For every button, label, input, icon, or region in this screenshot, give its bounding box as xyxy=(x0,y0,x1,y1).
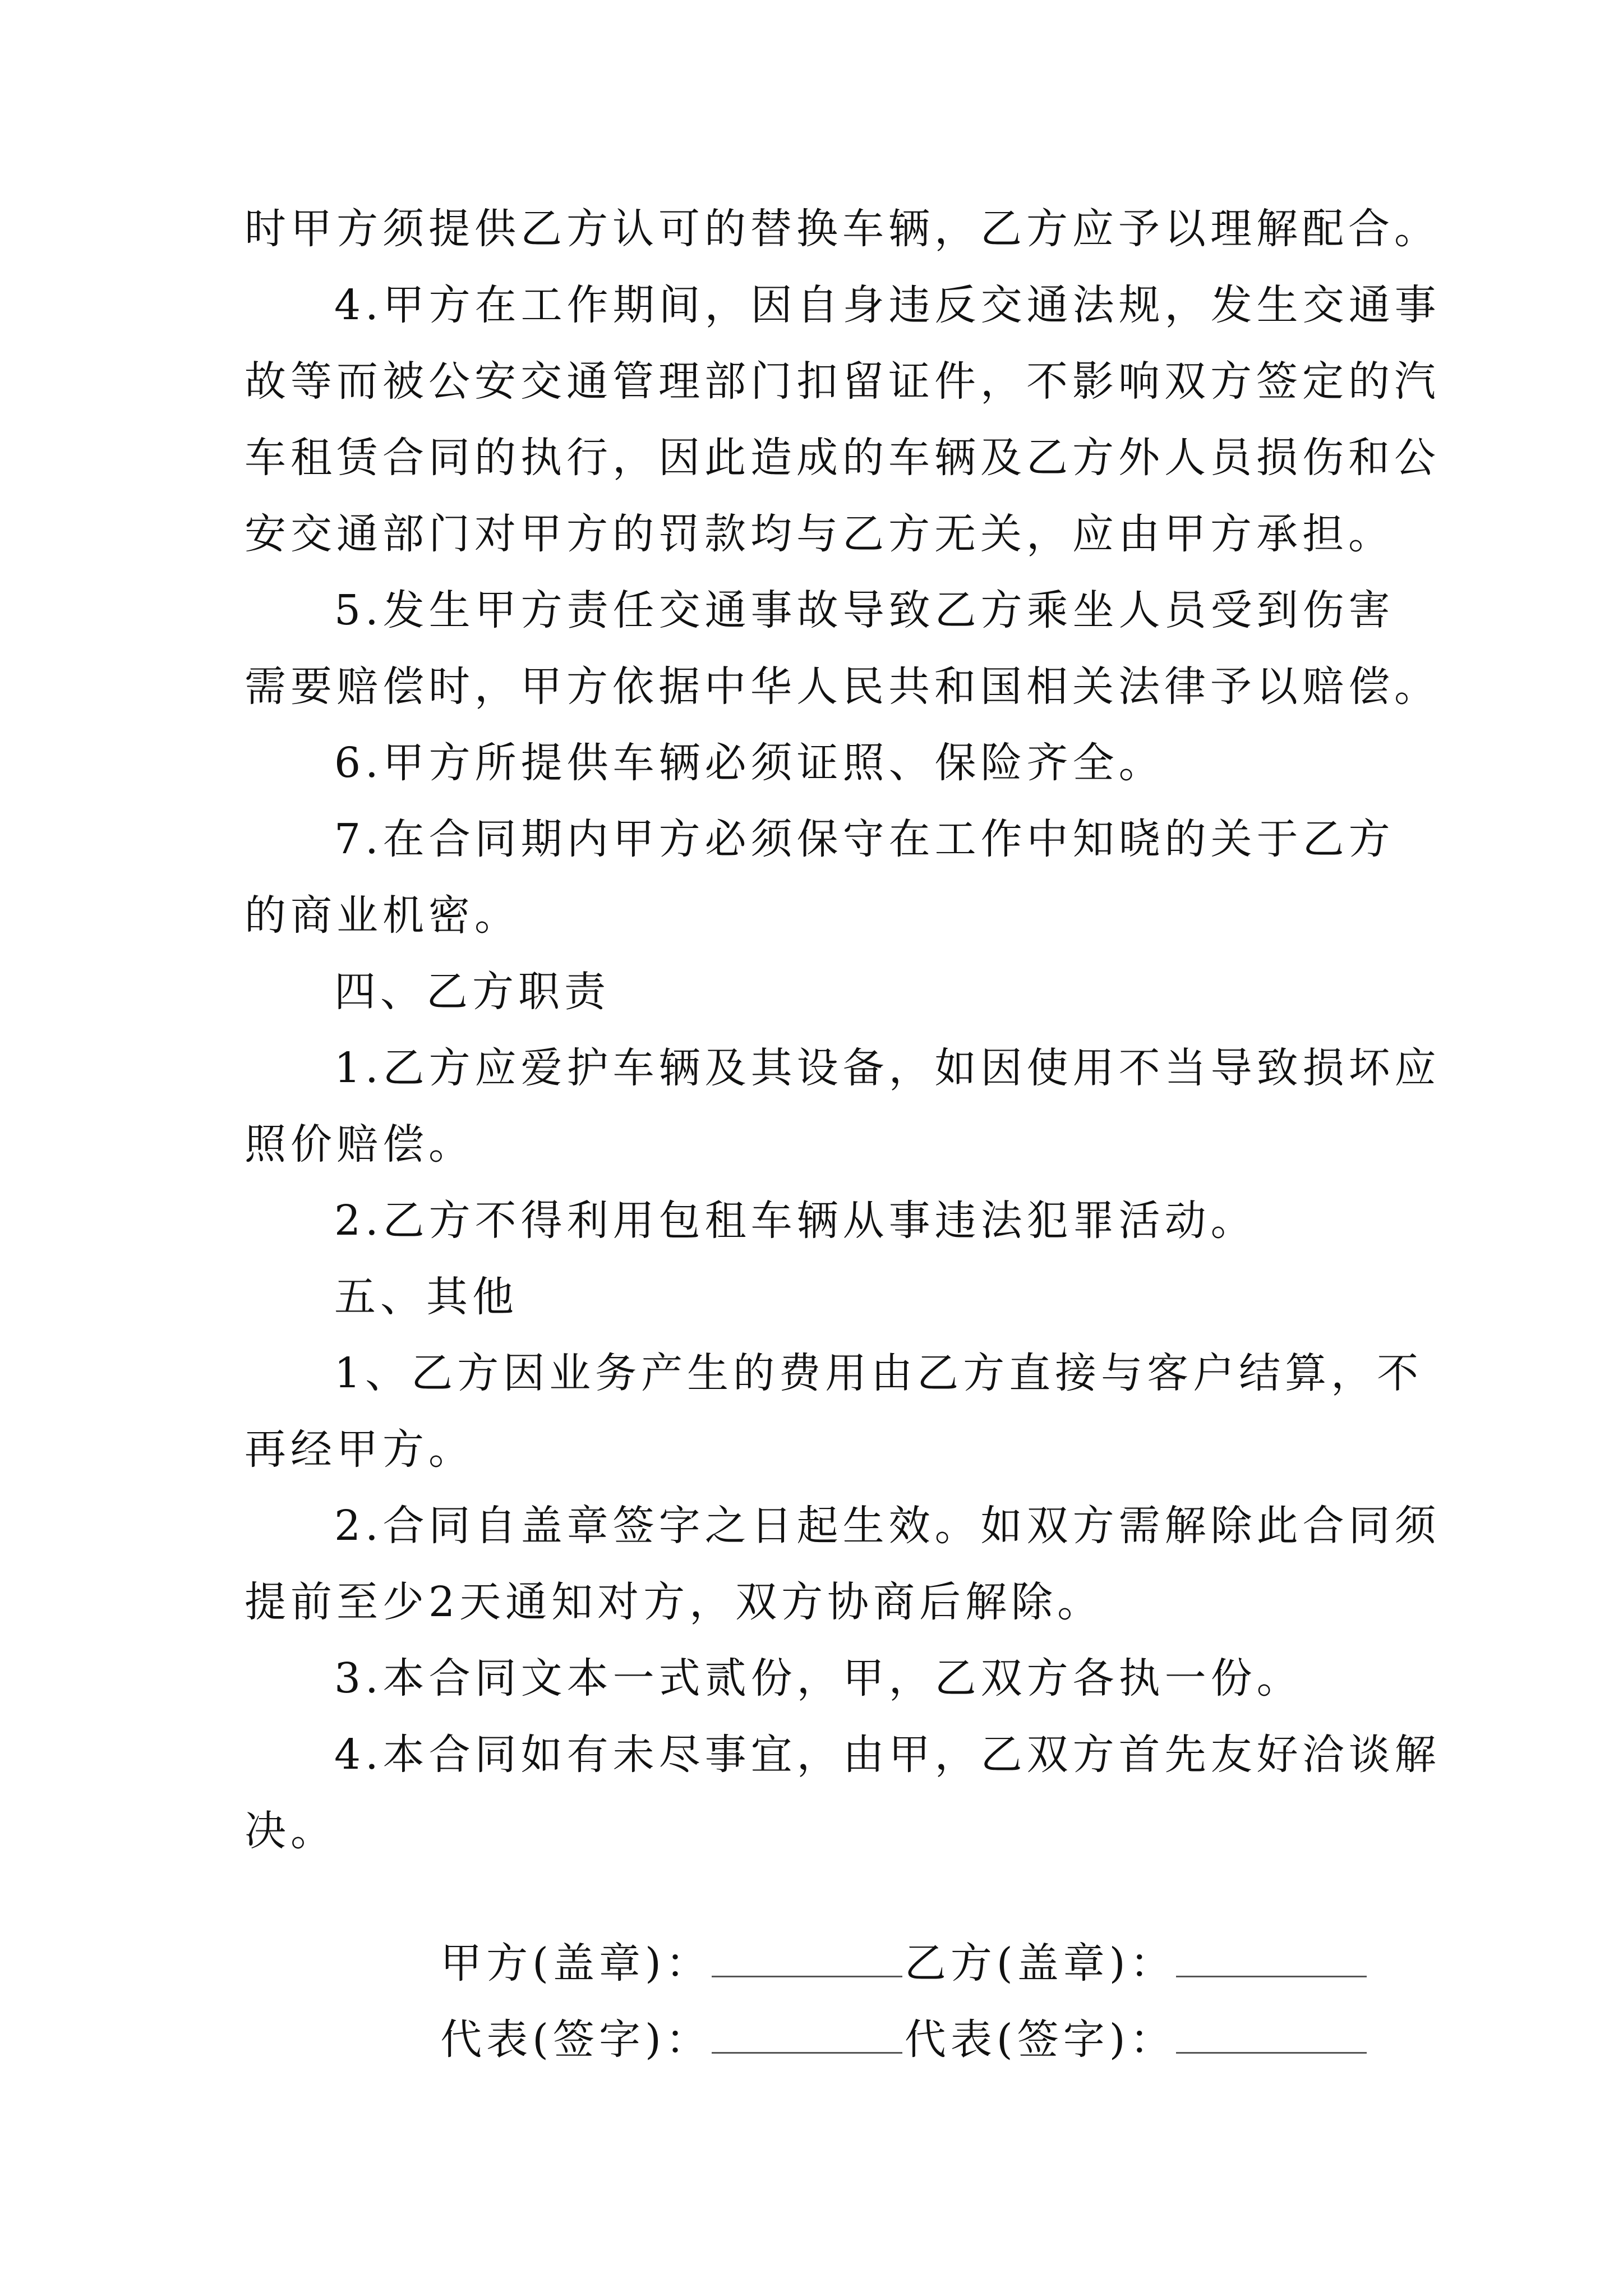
section-heading: 五、其他 xyxy=(334,1273,518,1321)
text-line: 安交通部门对甲方的罚款均与乙方无关，应由甲方承担。 xyxy=(245,510,1394,558)
party-a-sign-blank xyxy=(712,2015,902,2054)
party-b-seal-label: 乙方(盖章)： xyxy=(904,1939,1176,1987)
text-line: 6.甲方所提供车辆必须证照、保险齐全。 xyxy=(334,739,1165,787)
text-line: 的商业机密。 xyxy=(245,891,520,940)
party-b-sign-label: 代表(签字)： xyxy=(904,2016,1176,2064)
party-a-seal-label: 甲方(盖章)： xyxy=(440,1939,712,1987)
text-line: 5.发生甲方责任交通事故导致乙方乘坐人员受到伤害 xyxy=(334,586,1395,634)
text-line: 1.乙方应爱护车辆及其设备，如因使用不当导致损坏应 xyxy=(334,1044,1441,1092)
text-line: 时甲方须提供乙方认可的替换车辆，乙方应予以理解配合。 xyxy=(245,205,1440,253)
party-a-sign-label: 代表(签字)： xyxy=(440,2016,712,2064)
text-line: 再经甲方。 xyxy=(245,1425,474,1474)
text-line: 照价赔偿。 xyxy=(245,1120,474,1168)
text-line: 2.合同自盖章签字之日起生效。如双方需解除此合同须 xyxy=(334,1502,1441,1550)
text-line: 需要赔偿时，甲方依据中华人民共和国相关法律予以赔偿。 xyxy=(245,662,1440,711)
section-heading: 四、乙方职责 xyxy=(334,968,610,1016)
text-line: 故等而被公安交通管理部门扣留证件，不影响双方签定的汽 xyxy=(245,357,1440,406)
party-b-sign-blank xyxy=(1176,2015,1367,2054)
text-line: 7.在合同期内甲方必须保守在工作中知晓的关于乙方 xyxy=(334,815,1395,863)
text-line: 1、乙方因业务产生的费用由乙方直接与客户结算，不 xyxy=(334,1349,1423,1397)
signature-row-sign xyxy=(334,1955,1369,2064)
text-line: 决。 xyxy=(245,1807,336,1855)
text-line: 4.本合同如有未尽事宜，由甲，乙双方首先友好洽谈解 xyxy=(334,1731,1441,1779)
text-line: 3.本合同文本一式贰份，甲，乙双方各执一份。 xyxy=(334,1654,1303,1703)
text-line: 4.甲方在工作期间，因自身违反交通法规，发生交通事 xyxy=(334,281,1441,329)
signature-row-seal xyxy=(334,1879,1369,1987)
text-line: 车租赁合同的执行，因此造成的车辆及乙方外人员损伤和公 xyxy=(245,434,1440,482)
text-line: 2.乙方不得利用包租车辆从事违法犯罪活动。 xyxy=(334,1197,1257,1245)
text-line: 提前至少2天通知对方，双方协商后解除。 xyxy=(245,1578,1104,1626)
